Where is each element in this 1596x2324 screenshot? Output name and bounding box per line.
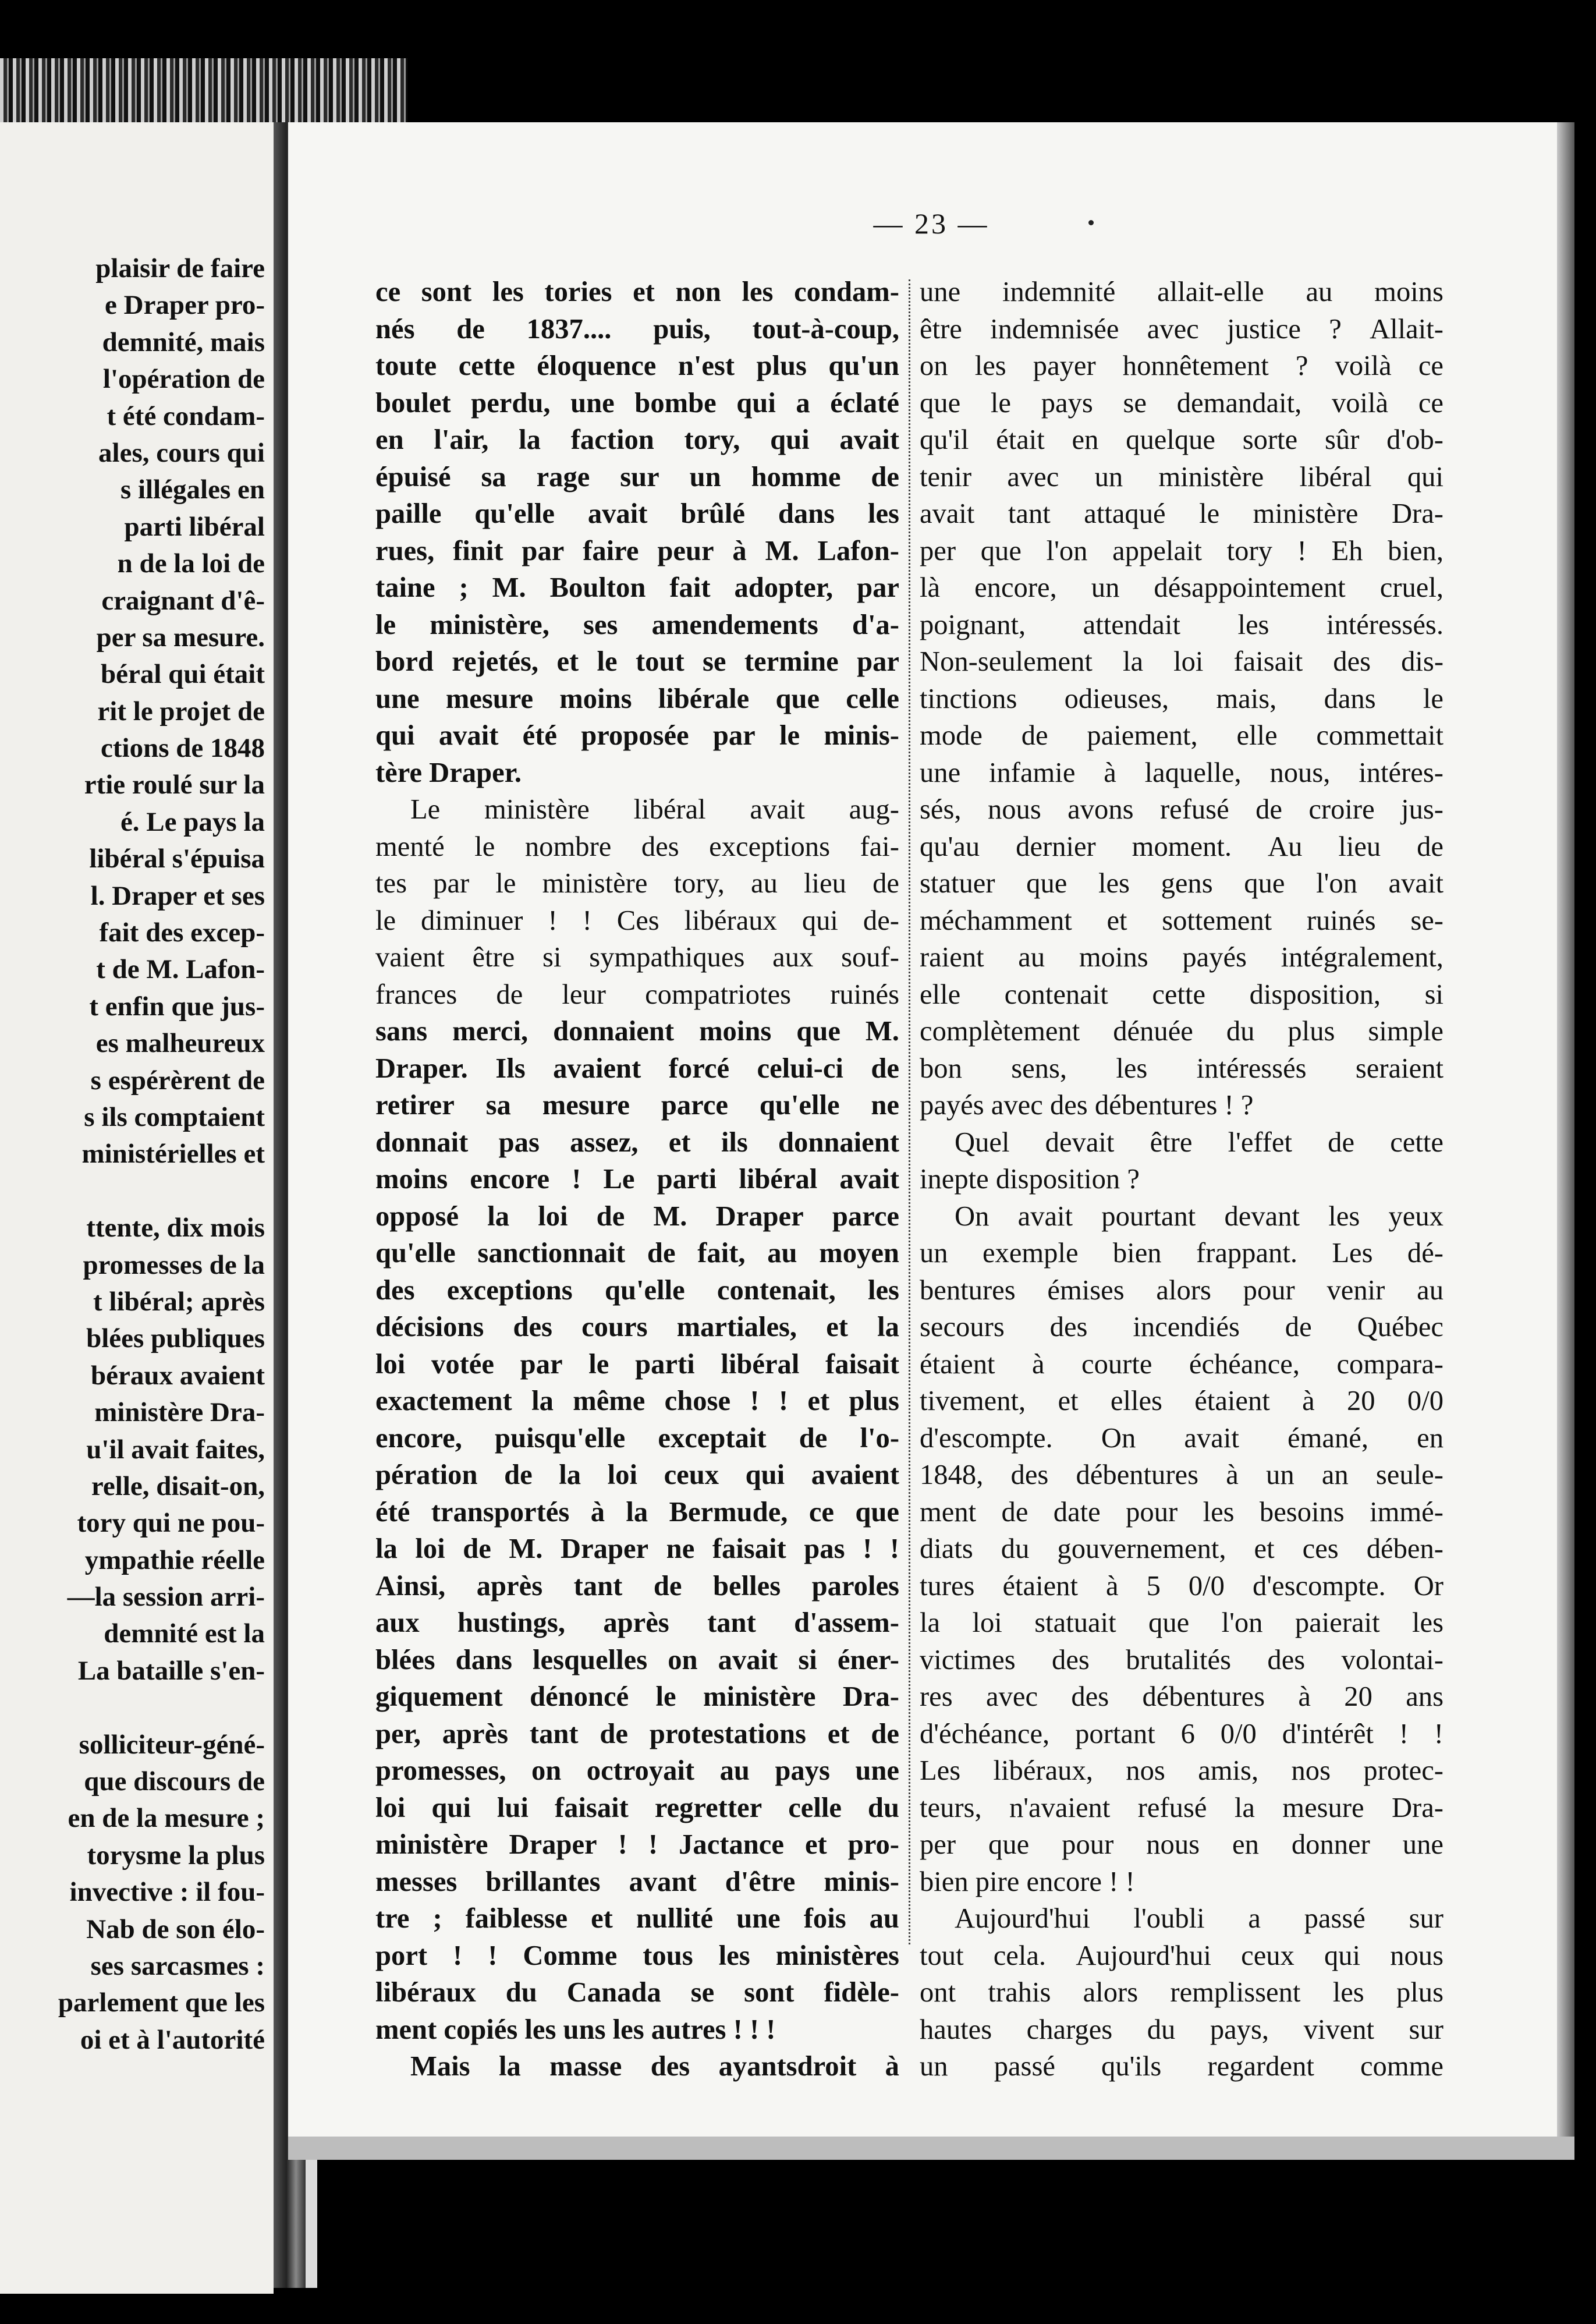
- text-line: être indemnisée avec justice ? Allait-: [920, 313, 1444, 345]
- text-line: loi qui lui faisait regretter celle du: [375, 1791, 899, 1823]
- previous-page-line: demnité est la: [104, 1618, 265, 1649]
- text-line: frances de leur compatriotes ruinés: [375, 978, 899, 1010]
- text-line: boulet perdu, une bombe qui a éclaté: [375, 387, 899, 419]
- page-number: — 23 —: [873, 207, 989, 240]
- text-line: aux hustings, après tant d'assem-: [375, 1607, 899, 1638]
- text-line: Non-seulement la loi faisait des dis-: [920, 646, 1444, 677]
- text-line: un passé qu'ils regardent comme: [920, 2050, 1444, 2082]
- text-line: blées dans lesquelles on avait si éner-: [375, 1643, 899, 1675]
- text-line: tenir avec un ministère libéral qui: [920, 460, 1444, 493]
- previous-page-line: s espérèrent de: [90, 1065, 265, 1096]
- text-line: raient au moins payés intégralement,: [920, 941, 1444, 973]
- text-line: per que pour nous en donner une: [920, 1829, 1444, 1860]
- text-line: rues, finit par faire peur à M. Lafon-: [375, 534, 899, 566]
- text-line: pération de la loi ceux qui avaient: [375, 1459, 899, 1490]
- text-line: une infamie à laquelle, nous, intéres-: [920, 756, 1444, 788]
- text-line: inepte disposition ?: [920, 1163, 1140, 1195]
- text-line: per que l'on appelait tory ! Eh bien,: [920, 534, 1444, 566]
- text-line: menté le nombre des exceptions fai-: [375, 830, 899, 862]
- text-line: là encore, un désappointement cruel,: [920, 572, 1444, 603]
- text-line: retirer sa mesure parce qu'elle ne: [375, 1089, 899, 1121]
- text-line: ment de date pour les besoins immé-: [920, 1496, 1444, 1528]
- text-line: secours des incendiés de Québec: [920, 1311, 1444, 1342]
- previous-page-line: invective : il fou-: [69, 1877, 265, 1908]
- previous-page-line: béral qui était: [101, 659, 265, 690]
- column-divider: [909, 279, 913, 1944]
- text-line: un exemple bien frappant. Les dé-: [920, 1237, 1444, 1269]
- previous-page: [0, 122, 274, 2294]
- text-line: tout cela. Aujourd'hui ceux qui nous: [920, 1939, 1444, 1971]
- text-line: Mais la masse des ayantsdroit à: [410, 2050, 899, 2082]
- text-line: victimes des brutalités des volontai-: [920, 1643, 1444, 1675]
- text-line: tes par le ministère tory, au lieu de: [375, 867, 899, 899]
- text-line: paille qu'elle avait brûlé dans les: [375, 498, 899, 529]
- previous-page-line: craignant d'ê-: [101, 585, 265, 616]
- previous-page-line: La bataille s'en-: [77, 1655, 265, 1686]
- previous-page-line: rtie roulé sur la: [84, 770, 265, 800]
- previous-page-line: —la session arri-: [67, 1582, 265, 1613]
- ink-dot: [1088, 220, 1094, 225]
- text-line: tures étaient à 5 0/0 d'escompte. Or: [920, 1570, 1444, 1602]
- previous-page-line: solliciteur-géné-: [79, 1729, 265, 1760]
- previous-page-line: tory qui ne pou-: [77, 1508, 265, 1539]
- text-line: On avait pourtant devant les yeux: [955, 1200, 1444, 1232]
- text-line: d'escompte. On avait émané, en: [920, 1422, 1444, 1454]
- previous-page-line: u'il avait faites,: [86, 1434, 265, 1465]
- text-line: ministère Draper ! ! Jactance et pro-: [375, 1829, 899, 1860]
- text-line: libéraux du Canada se sont fidèle-: [375, 1976, 899, 2008]
- text-line: en l'air, la faction tory, qui avait: [375, 424, 899, 455]
- text-line: vaient être si sympathiques aux souf-: [375, 941, 899, 973]
- previous-page-line: rit le projet de: [97, 696, 265, 727]
- text-line: ont trahis alors remplissent les plus: [920, 1976, 1444, 2008]
- previous-page-line: ctions de 1848: [101, 733, 265, 764]
- previous-page-line: ministère Dra-: [94, 1397, 265, 1428]
- text-line: une mesure moins libérale que celle: [375, 682, 899, 714]
- previous-page-line: t été condam-: [107, 401, 265, 431]
- text-line: que le pays se demandait, voilà ce: [920, 387, 1444, 419]
- text-line: tre ; faiblesse et nullité une fois au: [375, 1903, 899, 1934]
- previous-page-line: n de la loi de: [117, 548, 265, 579]
- text-line: loi votée par le parti libéral faisait: [375, 1348, 899, 1380]
- text-line: res avec des débentures à 20 ans: [920, 1681, 1444, 1712]
- text-line: des exceptions qu'elle contenait, les: [375, 1274, 899, 1306]
- text-line: Le ministère libéral avait aug-: [410, 793, 899, 825]
- text-line: Draper. Ils avaient forcé celui-ci de: [375, 1052, 899, 1084]
- text-line: Aujourd'hui l'oubli a passé sur: [955, 1903, 1444, 1934]
- text-line: étaient à courte échéance, compara-: [920, 1348, 1444, 1380]
- text-line: ce sont les tories et non les condam-: [375, 276, 899, 307]
- text-line: une indemnité allait-elle au moins: [920, 276, 1444, 307]
- previous-page-line: é. Le pays la: [120, 806, 265, 837]
- text-line: la loi statuait que l'on paierait les: [920, 1607, 1444, 1638]
- previous-page-line: e Draper pro-: [105, 290, 265, 321]
- text-line: qu'au dernier moment. Au lieu de: [920, 830, 1444, 862]
- text-line: payés avec des débentures ! ?: [920, 1089, 1254, 1121]
- text-line: elle contenait cette disposition, si: [920, 978, 1444, 1010]
- text-line: tère Draper.: [375, 756, 522, 788]
- text-line: bentures émises alors pour venir au: [920, 1274, 1444, 1306]
- previous-page-line: es malheureux: [95, 1028, 265, 1059]
- previous-page-line: relle, disait-on,: [91, 1471, 265, 1501]
- text-line: Quel devait être l'effet de cette: [955, 1126, 1444, 1158]
- text-line: on les payer honnêtement ? voilà ce: [920, 350, 1444, 381]
- previous-page-line: l. Draper et ses: [90, 880, 265, 911]
- previous-page-line: que discours de: [84, 1766, 265, 1797]
- text-line: la loi de M. Draper ne faisait pas ! !: [375, 1533, 899, 1564]
- text-line: donnait pas assez, et ils donnaient: [375, 1126, 899, 1158]
- text-line: encore, puisqu'elle exceptait de l'o-: [375, 1422, 899, 1454]
- previous-page-line: t de M. Lafon-: [96, 954, 265, 985]
- text-line: bord rejetés, et le tout se termine par: [375, 646, 899, 677]
- previous-page-line: ses sarcasmes :: [90, 1950, 265, 1981]
- text-line: d'échéance, portant 6 0/0 d'intérêt ! !: [920, 1717, 1444, 1749]
- text-line: avait tant attaqué le ministère Dra-: [920, 498, 1444, 529]
- text-line: hautes charges du pays, vivent sur: [920, 2013, 1444, 2045]
- text-line: bien pire encore ! !: [920, 1865, 1135, 1897]
- text-line: statuer que les gens que l'on avait: [920, 867, 1444, 899]
- text-line: opposé la loi de M. Draper parce: [375, 1200, 899, 1232]
- text-line: tivement, et elles étaient à 20 0/0: [920, 1385, 1444, 1416]
- text-line: méchamment et sottement ruinés se-: [920, 904, 1444, 936]
- previous-page-line: s illégales en: [120, 474, 265, 505]
- previous-page-line: [0, 1689, 265, 1726]
- previous-page-line: promesses de la: [83, 1249, 265, 1280]
- text-line: Les libéraux, nos amis, nos protec-: [920, 1755, 1444, 1786]
- previous-page-line: torysme la plus: [87, 1840, 265, 1870]
- text-line: bon sens, les intéressés seraient: [920, 1052, 1444, 1084]
- previous-page-line: parlement que les: [58, 1988, 265, 2018]
- text-line: été transportés à la Bermude, ce que: [375, 1496, 899, 1528]
- text-line: ment copiés les uns les autres ! ! !: [375, 2013, 776, 2045]
- text-line: le ministère, ses amendements d'a-: [375, 608, 899, 640]
- previous-page-line: ministérielles et: [81, 1139, 265, 1170]
- text-line: moins encore ! Le parti libéral avait: [375, 1163, 899, 1195]
- text-line: Ainsi, après tant de belles paroles: [375, 1570, 899, 1602]
- text-line: per, après tant de protestations et de: [375, 1717, 899, 1749]
- previous-page-line: ympathie réelle: [84, 1544, 265, 1575]
- previous-page-line: [0, 1173, 265, 1210]
- previous-page-line: demnité, mais: [102, 327, 265, 357]
- previous-page-line: ttente, dix mois: [86, 1213, 265, 1244]
- text-line: exactement la même chose ! ! et plus: [375, 1385, 899, 1416]
- text-line: nés de 1837.... puis, tout-à-coup,: [375, 313, 899, 345]
- text-line: mode de paiement, elle commettait: [920, 720, 1444, 751]
- right-text-column: [920, 274, 1444, 2085]
- text-line: sés, nous avons refusé de croire jus-: [920, 793, 1444, 825]
- previous-page-line: l'opération de: [102, 364, 265, 395]
- text-line: toute cette éloquence n'est plus qu'un: [375, 350, 899, 381]
- previous-page-line: libéral s'épuisa: [89, 844, 265, 874]
- text-line: tinctions odieuses, mais, dans le: [920, 682, 1444, 714]
- previous-page-line: per sa mesure.: [96, 622, 265, 653]
- previous-page-line: fait des excep-: [99, 917, 265, 948]
- text-line: complètement dénuée du plus simple: [920, 1015, 1444, 1047]
- left-text-column: [375, 274, 899, 2085]
- text-line: épuisé sa rage sur un homme de: [375, 460, 899, 493]
- page-edge-shadow: [1557, 122, 1574, 2137]
- previous-page-line: Nab de son élo-: [86, 1914, 265, 1944]
- previous-page-line: béraux avaient: [91, 1360, 265, 1391]
- book-edge-strip: [0, 58, 407, 122]
- text-line: sans merci, donnaient moins que M.: [375, 1015, 899, 1047]
- page-bottom-edge: [288, 2137, 1574, 2160]
- previous-page-line: ales, cours qui: [98, 437, 265, 468]
- text-line: promesses, on octroyait au pays une: [375, 1755, 899, 1786]
- text-line: diats du gouvernement, et ces dében-: [920, 1533, 1444, 1564]
- text-line: poignant, attendait les intéressés.: [920, 608, 1444, 640]
- previous-page-line: plaisir de faire: [95, 253, 265, 284]
- text-line: décisions des cours martiales, et la: [375, 1311, 899, 1342]
- previous-page-line: parti libéral: [124, 511, 265, 542]
- text-line: messes brillantes avant d'être minis-: [375, 1865, 899, 1897]
- previous-page-line: s ils comptaient: [84, 1101, 265, 1132]
- text-line: qui avait été proposée par le minis-: [375, 720, 899, 751]
- text-line: giquement dénoncé le ministère Dra-: [375, 1681, 899, 1712]
- previous-page-line: en de la mesure ;: [68, 1803, 265, 1834]
- previous-page-line: blées publiques: [86, 1323, 265, 1354]
- previous-page-line: t libéral; après: [93, 1286, 265, 1317]
- text-line: port ! ! Comme tous les ministères: [375, 1939, 899, 1971]
- previous-page-line: t enfin que jus-: [89, 991, 265, 1022]
- previous-page-text: [0, 250, 265, 2059]
- text-line: qu'il était en quelque sorte sûr d'ob-: [920, 424, 1444, 455]
- text-line: qu'elle sanctionnait de fait, au moyen: [375, 1237, 899, 1269]
- text-line: taine ; M. Boulton fait adopter, par: [375, 572, 899, 603]
- text-line: le diminuer ! ! Ces libéraux qui de-: [375, 904, 899, 936]
- previous-page-line: oi et à l'autorité: [80, 2024, 265, 2055]
- text-line: teurs, n'avaient refusé la mesure Dra-: [920, 1791, 1444, 1823]
- text-line: 1848, des débentures à un an seule-: [920, 1459, 1444, 1490]
